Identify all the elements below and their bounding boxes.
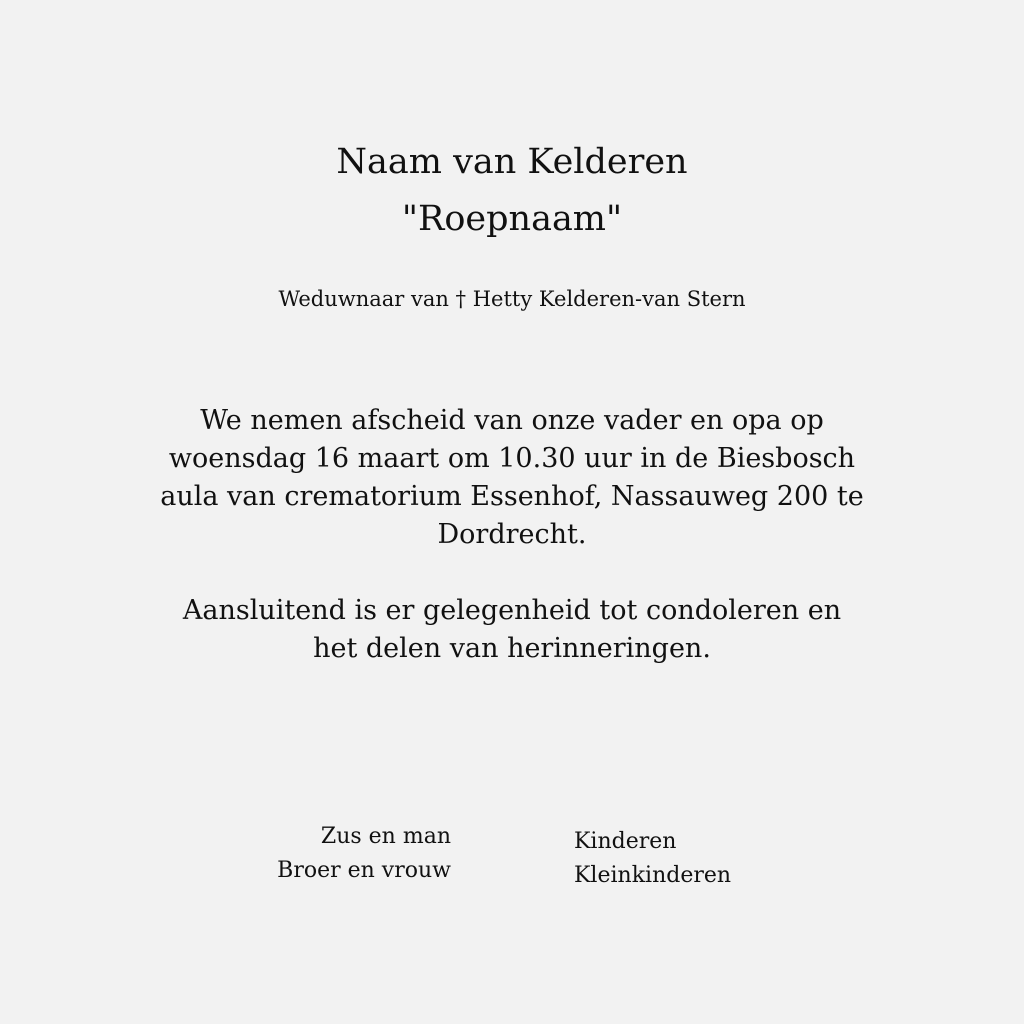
family-entry: Kinderen <box>574 829 677 854</box>
condolence-line: het delen van herinneringen. <box>313 633 711 664</box>
deceased-name: Naam van Kelderen <box>336 142 688 182</box>
condolence-line: Aansluitend is er gelegenheid tot condoleren en <box>182 595 842 626</box>
announcement-line: Dordrecht. <box>437 519 587 550</box>
deceased-callname: "Roepnaam" <box>401 199 623 239</box>
family-right-column <box>574 825 731 893</box>
announcement-line: woensdag 16 maart om 10.30 uur in de Biesbosch <box>168 443 856 474</box>
family-entry: Zus en man <box>320 824 451 849</box>
announcement-line: aula van crematorium Essenhof, Nassauweg 200 te <box>160 481 864 512</box>
family-entry: Broer en vrouw <box>277 858 451 883</box>
widower-line: Weduwnaar van † Hetty Kelderen-van Stern <box>278 287 746 311</box>
announcement-block <box>112 402 912 668</box>
announcement-line: We nemen afscheid van onze vader en opa op <box>200 405 824 436</box>
family-left-column <box>277 820 451 888</box>
family-entry: Kleinkinderen <box>574 863 732 888</box>
paragraph-gap <box>112 554 912 592</box>
